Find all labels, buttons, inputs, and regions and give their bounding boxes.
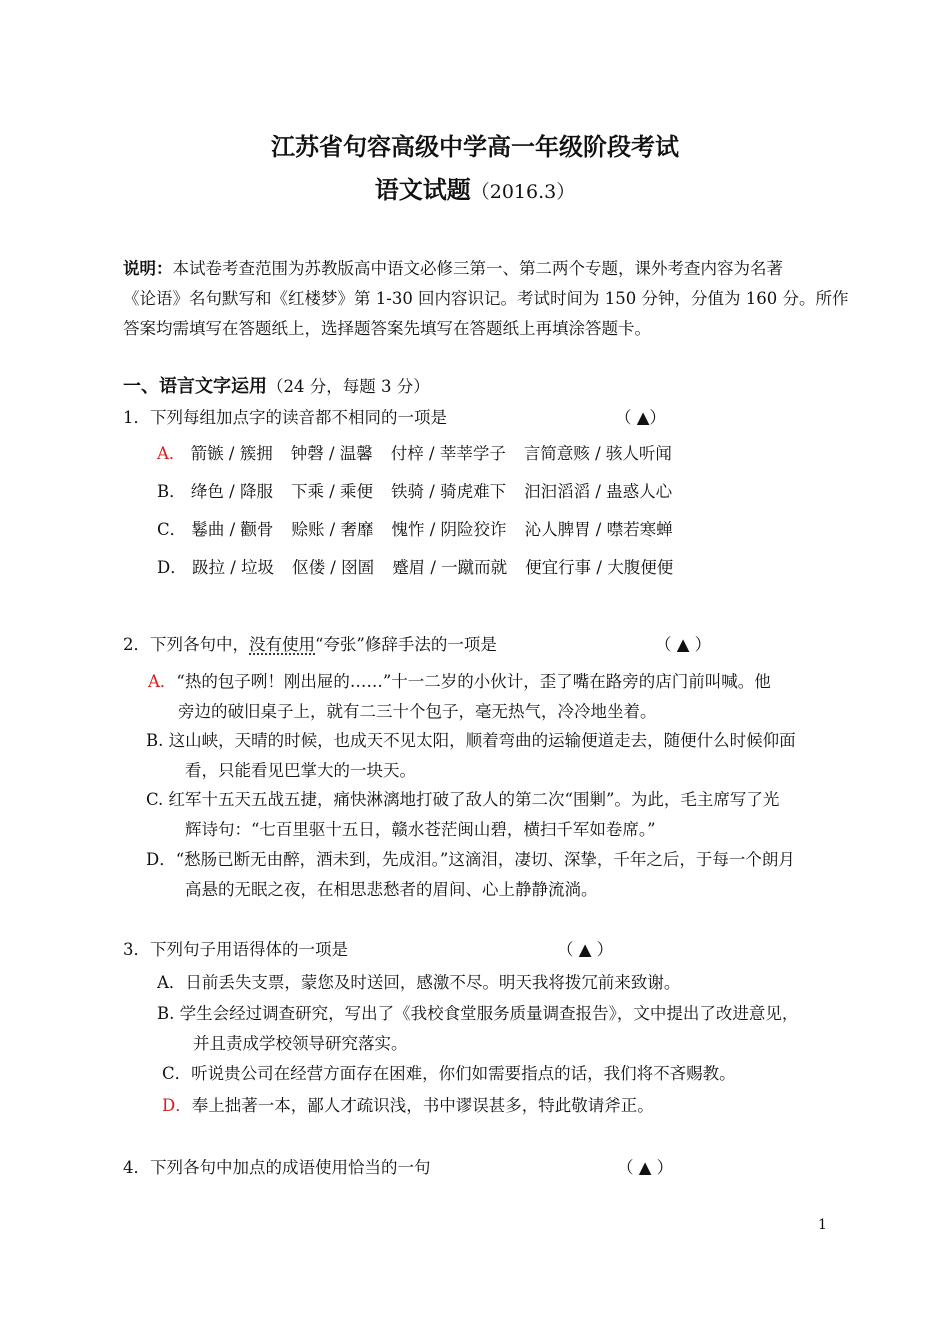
question-2-option-d-line-1: D．“愁肠已断无由醉，酒未到，先成泪。”这滴泪，凄切、深挚，千年之后，于每一个朗月 xyxy=(146,850,795,869)
option-letter: D． xyxy=(162,1096,192,1115)
option-item: 言简意赅 / 骇人听闻 xyxy=(523,444,672,463)
option-item: 铁骑 / 骑虎难下 xyxy=(391,482,507,501)
question-2-option-a-line-1: A．“热的包子咧！刚出屉的……”十一二岁的小伙计，歪了嘴在路旁的店门前叫喊。他 xyxy=(148,672,771,691)
option-item: 付梓 / 莘莘学子 xyxy=(390,444,506,463)
option-item: 赊账 / 奢靡 xyxy=(291,520,374,539)
section-title: 一、语言文字运用 xyxy=(123,376,267,397)
question-2-option-d-line-2: 高悬的无眠之夜，在相思悲愁者的眉间、心上静静流淌。 xyxy=(185,880,598,899)
question-2-stem: 2．下列各句中，没有使用“夸张”修辞手法的一项是 xyxy=(123,635,497,654)
option-item: 箭镞 / 簇拥 xyxy=(190,444,273,463)
option-item: 蹙眉 / 一蹴而就 xyxy=(392,558,508,577)
option-letter: B． xyxy=(157,482,186,501)
option-item: 伛偻 / 囹圄 xyxy=(292,558,375,577)
question-3-option-a: A．日前丢失支票，蒙您及时送回，感激不尽。明天我将拨冗前来致谢。 xyxy=(157,973,681,992)
question-3-option-b-line-1: B. 学生会经过调查研究，写出了《我校食堂服务质量调查报告》，文中提出了改进意见， xyxy=(157,1004,799,1023)
question-1-answer-blank: （ ▲） xyxy=(615,408,666,427)
option-letter: A． xyxy=(148,672,177,691)
question-1-option-d xyxy=(157,557,673,579)
question-3-answer-blank: （ ▲ ） xyxy=(557,940,614,959)
option-item: 鬈曲 / 颧骨 xyxy=(191,520,274,539)
question-2-option-a-line-2: 旁边的破旧桌子上，就有二三十个包子，毫无热气，冷冷地坐着。 xyxy=(178,702,657,721)
option-item: 绛色 / 降服 xyxy=(190,482,273,501)
option-letter: C． xyxy=(157,520,187,539)
question-1-stem: 1．下列每组加点字的读音都不相同的一项是 xyxy=(123,408,447,427)
notes-line-2: 《论语》名句默写和《红楼梦》第 1-30 回内容识记。考试时间为 150 分钟，分值为 160 分。所作 xyxy=(123,289,849,308)
question-2-answer-blank: （ ▲ ） xyxy=(655,635,712,654)
option-item: 汩汩滔滔 / 蛊惑人心 xyxy=(524,482,673,501)
question-2-option-b-line-1: B. 这山峡，天晴的时候，也成天不见太阳，顺着弯曲的运输便道走去，随便什么时候仰面 xyxy=(146,731,796,750)
question-3-option-c: C．听说贵公司在经营方面存在困难，你们如需要指点的话，我们将不吝赐教。 xyxy=(162,1064,736,1083)
exam-subtitle xyxy=(0,170,950,205)
question-2-option-c-line-1: C. 红军十五天五战五捷，痛快淋漓地打破了敌人的第二次“围剿”。为此，毛主席写了光 xyxy=(146,790,780,809)
question-1-option-b xyxy=(157,481,672,503)
option-letter: A． xyxy=(157,444,186,463)
question-1-option-c xyxy=(157,519,673,541)
exam-title: 江苏省句容高级中学高一年级阶段考试 xyxy=(271,132,679,161)
notes-line-1: 说明：本试卷考查范围为苏教版高中语文必修三第一、第二两个专题，课外考查内容为名著 xyxy=(123,259,783,278)
option-item: 下乘 / 乘便 xyxy=(290,482,374,501)
option-item: 便宜行事 / 大腹便便 xyxy=(525,558,674,577)
option-item: 趿拉 / 垃圾 xyxy=(191,558,275,577)
question-3-stem: 3．下列句子用语得体的一项是 xyxy=(123,940,348,959)
question-4-stem: 4．下列各句中加点的成语使用恰当的一句 xyxy=(123,1158,431,1177)
option-item: 愧怍 / 阴险狡诈 xyxy=(391,520,507,539)
option-letter: D． xyxy=(157,558,187,577)
question-2-option-b-line-2: 看，只能看见巴掌大的一块天。 xyxy=(185,761,416,780)
question-3-option-d: D．奉上拙著一本，鄙人才疏识浅，书中谬误甚多，特此敬请斧正。 xyxy=(162,1096,654,1115)
question-4-answer-blank: （ ▲ ） xyxy=(617,1158,674,1177)
section-heading xyxy=(123,376,430,398)
option-item: 钟磬 / 温馨 xyxy=(290,444,373,463)
option-item: 沁人脾胃 / 噤若寒蝉 xyxy=(524,520,673,539)
section-score: （24 分，每题 3 分） xyxy=(267,377,430,396)
subject-title: 语文试题 xyxy=(374,175,471,204)
exam-date: （2016.3） xyxy=(470,181,576,203)
notes-label: 说明： xyxy=(123,259,173,278)
notes-line-3: 答案均需填写在答题纸上，选择题答案先填写在答题纸上再填涂答题卡。 xyxy=(123,319,651,338)
emphasized-text: 没有使用 xyxy=(249,635,315,654)
question-3-option-b-line-2: 并且责成学校领导研究落实。 xyxy=(193,1034,408,1053)
question-1-option-a xyxy=(157,443,672,465)
question-2-option-c-line-2: 辉诗句：“七百里驱十五日，赣水苍茫闽山碧，横扫千军如卷席。” xyxy=(185,820,656,839)
page-number: 1 xyxy=(818,1217,827,1233)
